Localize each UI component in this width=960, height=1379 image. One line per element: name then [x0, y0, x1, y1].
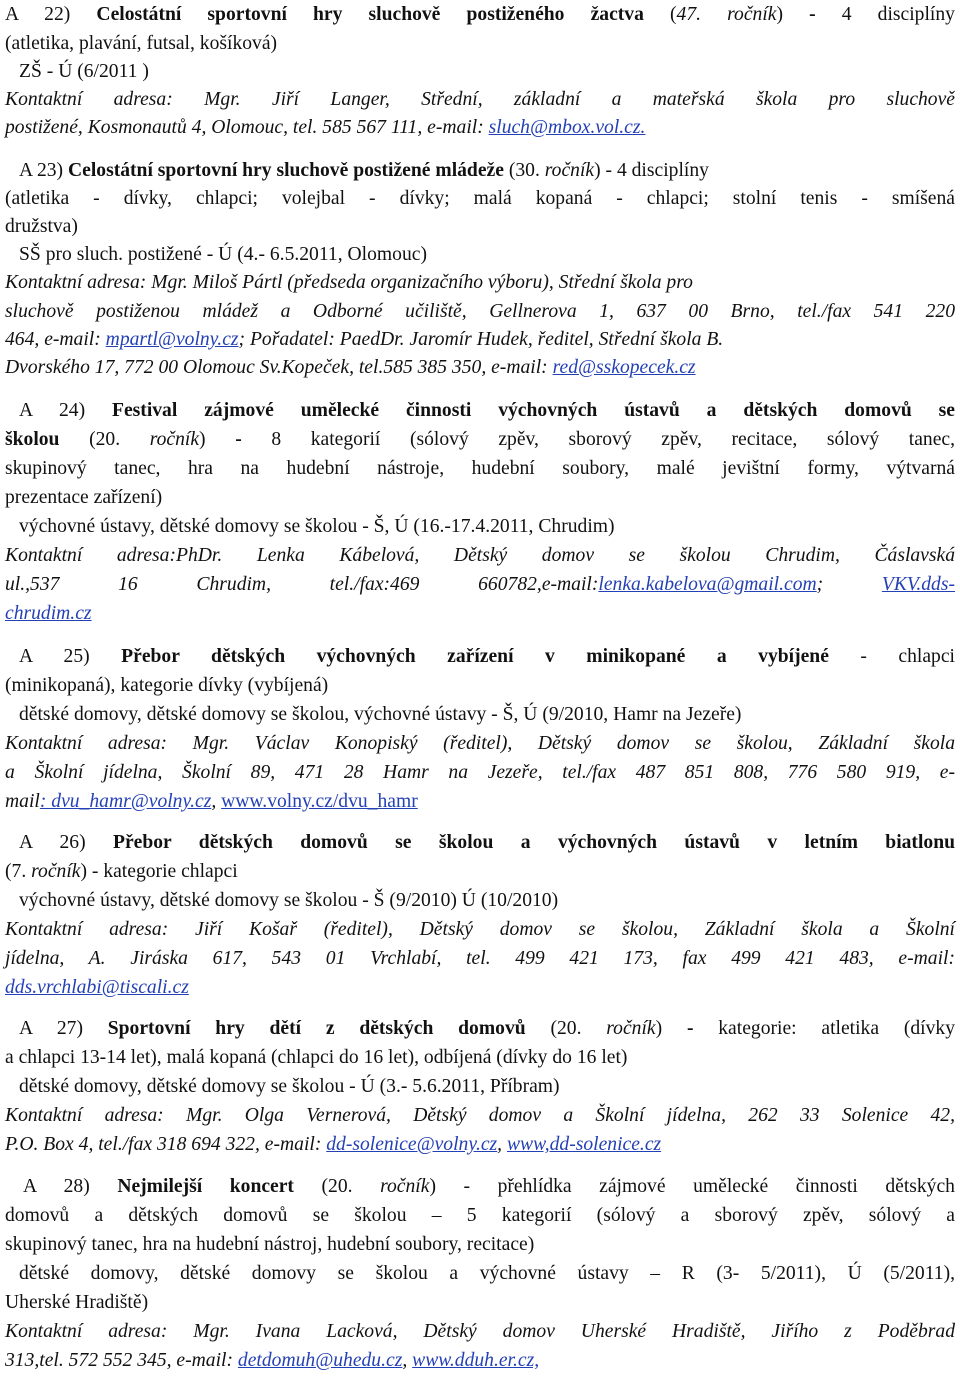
text-run: Uherské Hradiště)	[5, 1292, 149, 1313]
text-line	[5, 240, 955, 269]
text-line	[5, 512, 955, 541]
text-line	[5, 454, 955, 483]
contact-link[interactable]: red@sskopecek.cz	[552, 357, 696, 378]
text-line	[5, 483, 955, 512]
text-run: - chlapci	[828, 646, 955, 667]
text-run: jídelna, A. Jiráska 617, 543 01 Vrchlabí, tel. 499 421 173, fax 499 421 483, e-mail:	[5, 948, 955, 969]
text-run: 47. ročník	[676, 4, 777, 25]
text-run: Kontaktní adresa: Jiří Košař (ředitel), Dětský domov se školou, Základní škola a Školní	[5, 919, 955, 940]
text-line	[5, 915, 955, 944]
text-run: dětské domovy, dětské domovy se školou a výchovné ústavy – R (3- 5/2011), Ú (5/2011),	[19, 1263, 955, 1284]
text-line	[5, 57, 955, 86]
text-run: ročník	[149, 429, 200, 450]
text-run: ,	[211, 791, 222, 812]
text-line	[5, 396, 955, 425]
text-line	[5, 973, 955, 1002]
text-run: (20.	[59, 429, 150, 450]
text-line	[5, 1317, 955, 1346]
text-run: (20.	[525, 1018, 607, 1039]
text-run: P.O. Box 4, tel./fax 318 694 322, e-mail:	[5, 1134, 327, 1155]
event-title: Celostátní sportovní hry sluchově postiženého žactva	[96, 4, 644, 25]
contact-link[interactable]: www.volny.cz/dvu_hamr	[221, 791, 418, 812]
text-run: (atletika - dívky, chlapci; volejbal - dívky; malá kopaná - chlapci; stolní tenis - smíšená	[5, 188, 955, 209]
contact-link[interactable]: www.dduh.er.cz,	[412, 1350, 540, 1371]
text-run: A 26)	[19, 832, 113, 853]
text-run: a Školní jídelna, Školní 89, 471 28 Hamr na Jezeře, tel./fax 487 851 808, 776 580 919, e-	[5, 762, 955, 783]
text-run: ročník	[380, 1176, 430, 1197]
text-line	[5, 113, 955, 142]
text-line	[5, 29, 955, 58]
event-title: Celostátní sportovní hry sluchově postižené mládeže	[67, 160, 504, 181]
text-line	[5, 758, 955, 787]
text-run: Miloš Pártl (předseda organizačního výboru), Střední škola pro	[192, 272, 693, 293]
text-run: družstva)	[5, 216, 78, 237]
text-run: výchovné ústavy, dětské domovy se školou - Š (9/2010) Ú (10/2010)	[19, 890, 559, 911]
text-line	[5, 671, 955, 700]
text-run: Kontaktní adresa: Mgr.	[5, 272, 193, 293]
text-run: Kontaktní adresa: Mgr. Václav Konopiský (ředitel), Dětský domov se školou, Základní škola	[5, 733, 955, 754]
text-line	[5, 541, 955, 570]
event-title: Nejmilejší koncert	[117, 1176, 294, 1197]
text-run: (atletika, plavání, futsal, košíková)	[5, 33, 278, 54]
text-line	[5, 1201, 955, 1230]
text-run: (20.	[293, 1176, 381, 1197]
text-run: (7.	[5, 861, 32, 882]
text-run: Jiří Langer, Střední, základní a mateřská škola pro sluchově	[271, 89, 956, 110]
text-line	[5, 1014, 955, 1043]
contact-link[interactable]: VKV.dds-	[881, 574, 955, 595]
text-line	[5, 787, 955, 816]
contact-link[interactable]: : dvu_hamr@volny.cz	[39, 791, 212, 812]
text-run: postižené, Kosmonautů 4, Olomouc, tel. 585 567 111, e-mail:	[5, 117, 489, 138]
text-line	[5, 0, 955, 29]
text-run: A 23)	[19, 160, 68, 181]
event-title: Přebor dětských domovů se školou a výchovných ústavů v letním biatlonu	[113, 832, 955, 853]
text-run: výchovné ústavy, dětské domovy se školou - Š, Ú (16.-17.4.2011, Chrudim)	[19, 516, 615, 537]
text-line	[5, 1346, 955, 1375]
text-run: A 28)	[23, 1176, 118, 1197]
text-run: 8 kategorií (sólový zpěv, sborový zpěv, recitace, sólový tanec,	[241, 429, 955, 450]
text-line	[5, 944, 955, 973]
text-line	[5, 297, 955, 326]
text-run: dětské domovy, dětské domovy se školou, výchovné ústavy - Š, Ú (9/2010, Hamr na Jezeře)	[19, 704, 742, 725]
text-run: ,	[497, 1134, 507, 1155]
text-run: ul.,537 16 Chrudim, tel./fax:469 660782,e-mail:	[5, 574, 599, 595]
text-run: (	[643, 4, 677, 25]
text-run: Kontaktní adresa: Mgr. Ivana Lacková, Dětský domov Uherské Hradiště, Jiřího z Poděbrad	[5, 1321, 955, 1342]
text-line	[5, 886, 955, 915]
text-run: a chlapci 13-14 let), malá kopaná (chlapci do 16 let), odbíjená (dívky do 16 let)	[5, 1047, 628, 1068]
text-run: )	[199, 429, 236, 450]
text-line	[5, 1259, 955, 1288]
text-run: kategorie: atletika (dívky	[693, 1018, 955, 1039]
text-line	[5, 828, 955, 857]
text-run: ) - kategorie chlapci	[80, 861, 238, 882]
event-title: -	[686, 1018, 694, 1039]
event-title: -	[235, 429, 242, 450]
text-run: )	[776, 4, 810, 25]
text-line	[5, 1072, 955, 1101]
contact-link[interactable]: mpartl@volny.cz	[105, 329, 239, 350]
contact-link[interactable]: chrudim.cz	[5, 603, 92, 624]
text-run: Kontaktní adresa: Mgr.	[5, 89, 272, 110]
text-run: A 27)	[19, 1018, 108, 1039]
contact-link[interactable]: detdomuh@uhedu.cz	[237, 1350, 403, 1371]
text-line	[5, 85, 955, 114]
text-run: ročník	[544, 160, 595, 181]
text-line	[5, 1288, 955, 1317]
text-run: skupinový tanec, hra na hudební nástroje, hudební soubory, malé jevištní formy, výtvarná	[5, 458, 955, 479]
event-title: Sportovní hry dětí z dětských domovů	[107, 1018, 526, 1039]
text-run: SŠ pro sluch. postižené - Ú (4.- 6.5.2011, Olomouc)	[19, 244, 427, 265]
text-run: Kontaktní adresa:PhDr. Lenka Kábelová, Dětský domov se školou Chrudim, Čáslavská	[5, 545, 955, 566]
contact-link[interactable]: dd-solenice@volny.cz	[326, 1134, 498, 1155]
event-title: školou	[5, 429, 60, 450]
text-run: ;	[816, 574, 882, 595]
text-run: ročník	[606, 1018, 656, 1039]
text-line	[5, 1130, 955, 1159]
text-run: (30.	[503, 160, 545, 181]
contact-link[interactable]: sluch@mbox.vol.cz.	[488, 117, 646, 138]
text-run: Dvorského 17, 772 00 Olomouc Sv.Kopeček, tel.585 385 350, e-mail:	[5, 357, 553, 378]
text-line	[5, 570, 955, 599]
contact-link[interactable]: lenka.kabelova@gmail.com	[598, 574, 817, 595]
text-line	[5, 1230, 955, 1259]
text-run: 4 disciplíny	[815, 4, 955, 25]
text-run: )	[655, 1018, 687, 1039]
text-run: dětské domovy, dětské domovy se školou - Ú (3.- 5.6.2011, Příbram)	[19, 1076, 560, 1097]
event-title: Festival zájmové umělecké činnosti výchovných ústavů a dětských domovů se	[112, 400, 955, 421]
text-run: 464, e-mail:	[5, 329, 106, 350]
text-line	[5, 729, 955, 758]
text-run: ročník	[31, 861, 81, 882]
text-run: (minikopaná), kategorie dívky (vybíjená)	[5, 675, 329, 696]
text-run: A 24)	[19, 400, 112, 421]
text-run: ZŠ - Ú (6/2011 )	[19, 61, 149, 82]
text-line	[5, 212, 955, 241]
text-run: domovů a dětských domovů se školou – 5 kategorií (sólový a sborový zpěv, sólový a	[5, 1205, 955, 1226]
text-run: ) - 4 disciplíny	[594, 160, 709, 181]
text-line	[5, 156, 955, 185]
text-run: ) - přehlídka zájmové umělecké činnosti dětských	[429, 1176, 955, 1197]
text-run: ; Pořadatel: PaedDr. Jaromír Hudek, ředitel, Střední škola B.	[238, 329, 724, 350]
contact-link[interactable]: dds.vrchlabi@tiscali.cz	[5, 977, 189, 998]
text-line	[5, 184, 955, 213]
text-line	[5, 425, 955, 454]
text-line	[5, 1101, 955, 1130]
text-run: mail	[5, 791, 40, 812]
text-line	[5, 599, 955, 628]
text-run: Kontaktní adresa: Mgr. Olga Vernerová, Dětský domov a Školní jídelna, 262 33 Solenice 42,	[5, 1105, 955, 1126]
text-line	[5, 353, 955, 382]
text-run: A 22)	[5, 4, 97, 25]
event-title: Přebor dětských výchovných zařízení v minikopané a vybíjené	[121, 646, 829, 667]
text-line	[5, 1043, 955, 1072]
text-run: prezentace zařízení)	[5, 487, 163, 508]
text-line	[5, 857, 955, 886]
text-line	[5, 642, 955, 671]
text-run: 313,tel. 572 552 345, e-mail:	[5, 1350, 238, 1371]
text-line	[5, 325, 955, 354]
text-line	[5, 700, 955, 729]
event-title: -	[809, 4, 816, 25]
text-run: skupinový tanec, hra na hudební nástroj, hudební soubory, recitace)	[5, 1234, 535, 1255]
text-run: sluchově postiženou mládež a Odborné učiliště, Gellnerova 1, 637 00 Brno, tel./fax 541 220	[5, 301, 955, 322]
text-run: A 25)	[19, 646, 122, 667]
contact-link[interactable]: www,dd-solenice.cz	[506, 1134, 662, 1155]
text-line	[5, 268, 955, 297]
text-line	[5, 1172, 955, 1201]
text-run: ,	[402, 1350, 413, 1371]
